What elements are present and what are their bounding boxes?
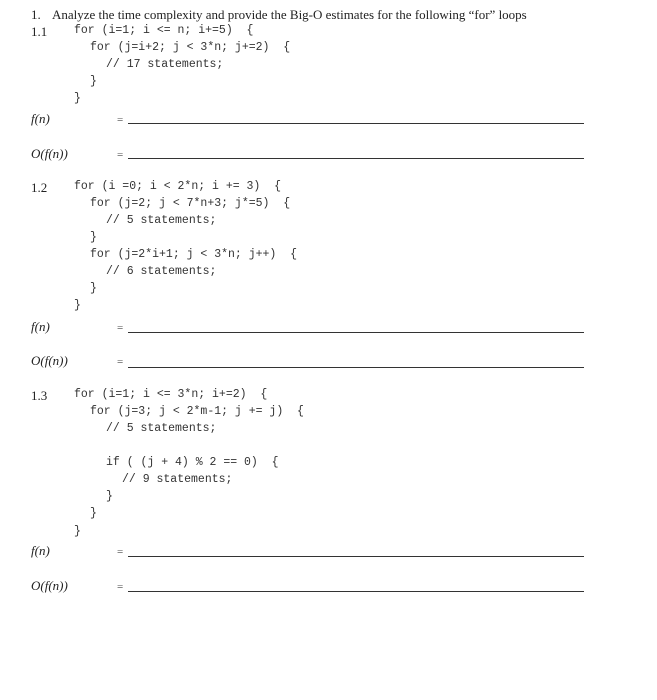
code-line: for (j=3; j < 2*m-1; j += j) { xyxy=(90,405,304,418)
code-line: for (i=1; i <= 3*n; i+=2) { xyxy=(74,388,268,401)
code-line: for (i =0; i < 2*n; i += 3) { xyxy=(74,180,282,193)
code-line: // 6 statements; xyxy=(106,265,217,278)
code-line: for (j=2; j < 7*n+3; j*=5) { xyxy=(90,197,291,210)
code-line: if ( (j + 4) % 2 == 0) { xyxy=(106,456,279,469)
code-line: for (j=i+2; j < 3*n; j+=2) { xyxy=(90,41,291,54)
code-line: // 5 statements; xyxy=(106,422,217,435)
code-line: } xyxy=(90,507,97,520)
equals-sign: = xyxy=(117,114,124,126)
code-line: for (i=1; i <= n; i+=5) { xyxy=(74,24,254,37)
question-number: 1. xyxy=(31,7,41,22)
equals-sign: = xyxy=(117,581,124,593)
code-line: // 17 statements; xyxy=(106,58,224,71)
equals-sign: = xyxy=(117,322,124,334)
f-of-n-label: f(n) xyxy=(31,543,50,558)
code-line: } xyxy=(74,92,81,105)
code-line: } xyxy=(106,490,113,503)
equals-sign: = xyxy=(117,356,124,368)
big-o-answer-line[interactable] xyxy=(128,591,584,592)
big-o-label: O(f(n)) xyxy=(31,146,68,161)
problem-label: 1.2 xyxy=(31,180,48,195)
code-line: for (j=2*i+1; j < 3*n; j++) { xyxy=(90,248,298,261)
code-line: } xyxy=(90,282,97,295)
question-heading: Analyze the time complexity and provide the Big-O estimates for the following “for” loops xyxy=(52,7,527,22)
big-o-answer-line[interactable] xyxy=(128,367,584,368)
code-line: } xyxy=(74,525,81,538)
problem-label: 1.1 xyxy=(31,24,48,39)
code-line: } xyxy=(90,231,97,244)
code-line: // 9 statements; xyxy=(122,473,233,486)
problem-label: 1.3 xyxy=(31,388,48,403)
code-line: } xyxy=(90,75,97,88)
big-o-answer-line[interactable] xyxy=(128,158,584,159)
f-of-n-answer-line[interactable] xyxy=(128,556,584,557)
equals-sign: = xyxy=(117,149,124,161)
f-of-n-answer-line[interactable] xyxy=(128,332,584,333)
f-of-n-label: f(n) xyxy=(31,319,50,334)
big-o-label: O(f(n)) xyxy=(31,578,68,593)
big-o-label: O(f(n)) xyxy=(31,353,68,368)
equals-sign: = xyxy=(117,546,124,558)
code-line: // 5 statements; xyxy=(106,214,217,227)
f-of-n-label: f(n) xyxy=(31,111,50,126)
f-of-n-answer-line[interactable] xyxy=(128,123,584,124)
code-line: } xyxy=(74,299,81,312)
